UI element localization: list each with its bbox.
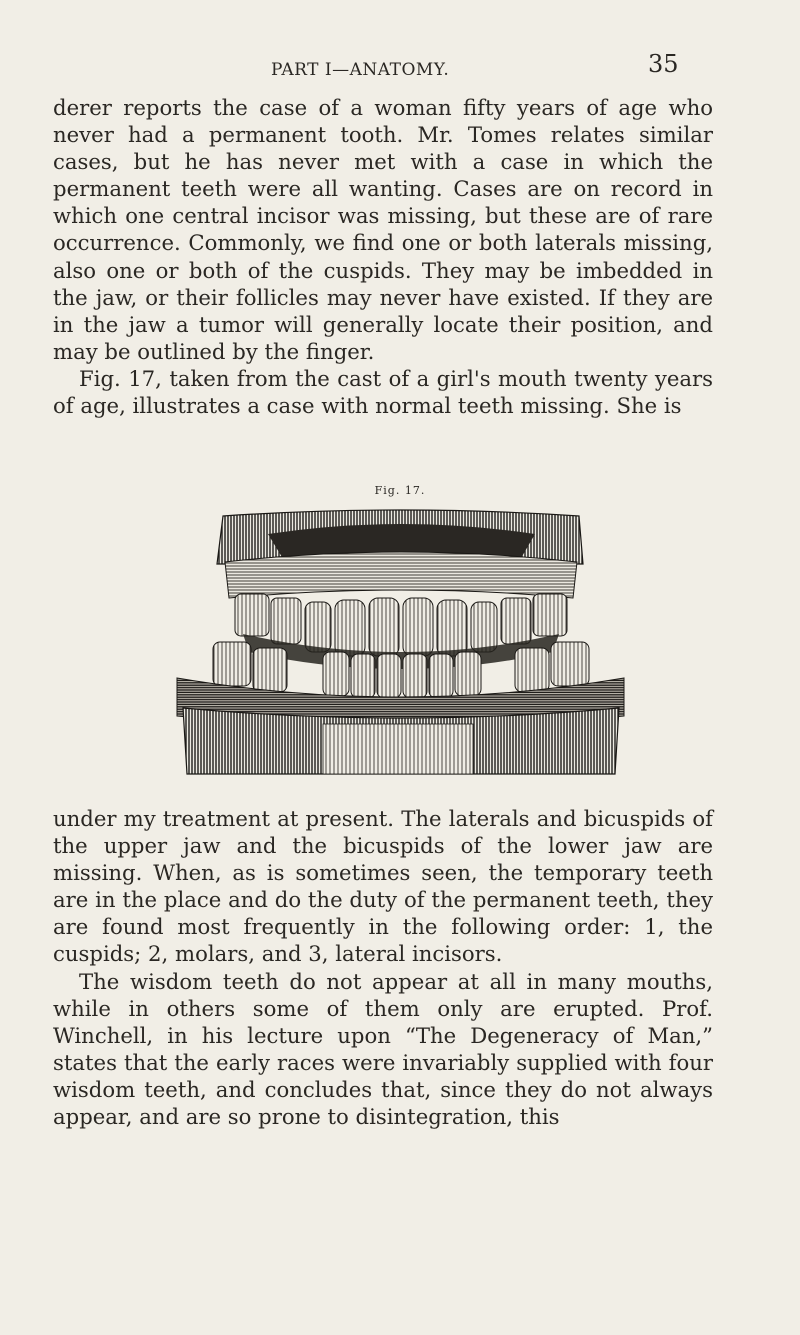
cast-base-light-panel: [323, 724, 473, 774]
page-number: 35: [648, 50, 679, 78]
dental-cast-illustration: [173, 502, 628, 777]
body-text-top: [53, 94, 713, 419]
running-title: PART I—ANATOMY.: [271, 60, 450, 80]
lower-teeth: [213, 642, 589, 698]
paragraph: The wisdom teeth do not appear at all in many mouths, while in others some of them only are erupted. Prof. Winchell, in his lecture upon “The Degeneracy of Man,” states that the early races were invariably supplied with four wisdom teeth, and concludes that, since they do not always appear, and are so prone to disintegration, this: [53, 968, 713, 1130]
body-text-bottom: [53, 805, 713, 1130]
paragraph: derer reports the case of a woman fifty years of age who never had a permanent tooth. Mr. Tomes relates similar cases, but he has never met with a case in which the permanent teeth were all wanting. Cases are on record in which one central incisor was missing, but these are of rare occurrence. Commonly, we find one or both laterals missing, also one or both of the cuspids. They may be imbedded in the jaw, or their follicles may never have existed. If they are in the jaw a tumor will generally locate their position, and may be outlined by the finger.: [53, 95, 713, 364]
running-head: [0, 50, 800, 86]
upper-gum: [225, 552, 577, 598]
paragraph: under my treatment at present. The laterals and bicuspids of the upper jaw and the bicuspids of the lower jaw are missing. When, as is sometimes seen, the temporary teeth are in the place and do the duty of the permanent teeth, they are found most frequently in the following order: 1, the cuspids; 2, molars, and 3, lateral incisors.: [53, 806, 713, 967]
paragraph: Fig. 17, taken from the cast of a girl's mouth twenty years of age, illustrates a case with normal teeth missing. She is: [53, 365, 713, 419]
figure-caption: Fig. 17.: [374, 484, 426, 497]
